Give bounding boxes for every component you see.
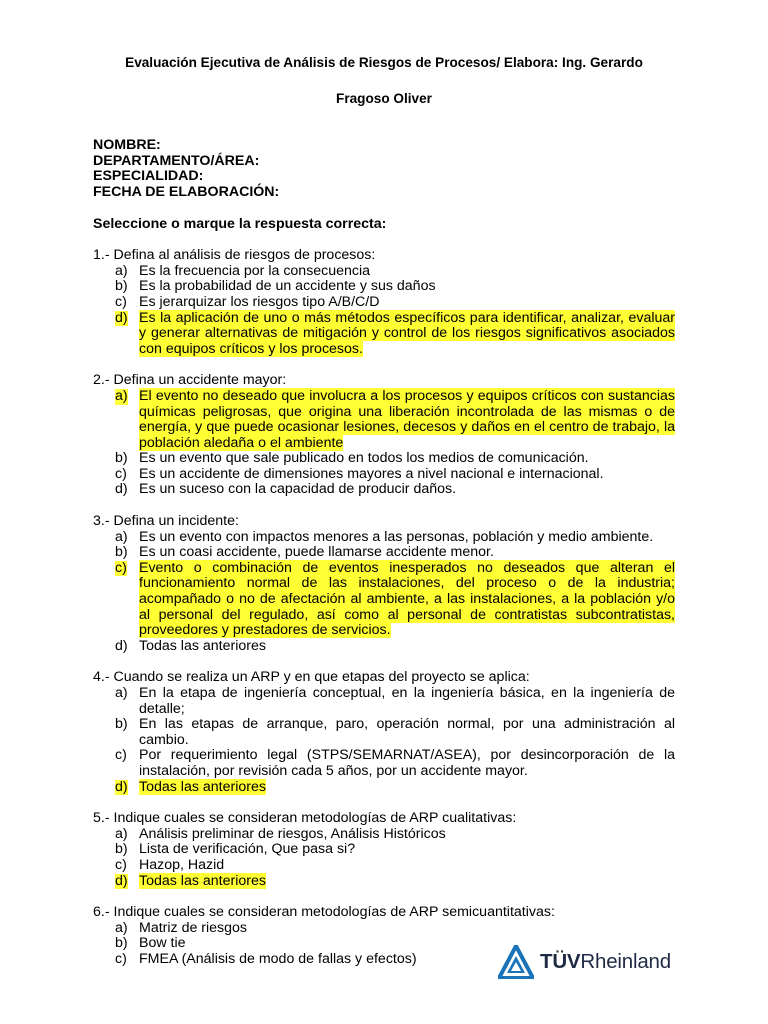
question-5 (93, 811, 675, 889)
option-answer[interactable] (93, 686, 675, 717)
option-text: En la etapa de ingeniería conceptual, en la ingeniería básica, en la ingeniería de detalle; (139, 685, 675, 717)
question-text: 1.- Defina al análisis de riesgos de procesos: (93, 247, 376, 264)
option-list (93, 389, 675, 498)
option-answer[interactable] (93, 639, 675, 655)
option-answer[interactable] (93, 467, 675, 483)
option-correct-answer[interactable] (93, 389, 675, 451)
option-text: Es la aplicación de uno o más métodos específicos para identificar, analizar, evaluar y generar alternativas de mitigación y control de los riesgos significativos asociados con equipos críticos y los procesos. (139, 309, 675, 357)
option-letter: a) (115, 825, 128, 842)
tuv-rheinland-logo (498, 944, 678, 980)
option-letter: b) (115, 716, 128, 733)
option-answer[interactable] (93, 748, 675, 779)
option-answer[interactable] (93, 717, 675, 748)
question-text: 4.- Cuando se realiza un ARP y en que etapas del proyecto se aplica: (93, 669, 530, 686)
option-text: Es un suceso con la capacidad de producir daños. (139, 481, 457, 498)
question-text: 2.- Defina un accidente mayor: (93, 372, 287, 389)
option-answer[interactable] (93, 264, 675, 280)
option-text: Bow tie (139, 935, 186, 952)
option-letter: d) (115, 309, 128, 326)
option-answer[interactable] (93, 530, 675, 546)
option-letter: a) (115, 262, 128, 279)
option-text: Es la probabilidad de un accidente y sus daños (139, 278, 436, 295)
option-text: Todas las anteriores (139, 872, 266, 889)
option-text: El evento no deseado que involucra a los procesos y equipos críticos con sustancias químicas peligrosas, que origina una liberación incontrolada de las mismas o de energía, y que puede ocasionar lesiones, decesos y daños en el centro de trabajo, la población aledaña o el ambiente (139, 387, 675, 451)
option-text: Análisis preliminar de riesgos, Análisis Históricos (139, 825, 446, 842)
field-especialidad: ESPECIALIDAD: (93, 168, 204, 185)
option-letter: d) (115, 481, 128, 498)
option-answer[interactable] (93, 858, 675, 874)
option-text: Es la frecuencia por la consecuencia (139, 262, 371, 279)
option-list (93, 530, 675, 655)
title-line-1: Evaluación Ejecutiva de Análisis de Riesgos de Procesos/ Elabora: Ing. Gerardo (125, 55, 643, 70)
option-letter: b) (115, 544, 128, 561)
field-nombre: NOMBRE: (93, 137, 161, 154)
logo-text: TÜVRheinland (540, 950, 671, 973)
field-fecha: FECHA DE ELABORACIÓN: (93, 183, 280, 200)
option-letter: c) (115, 856, 127, 873)
option-text: Hazop, Hazid (139, 856, 225, 873)
option-answer[interactable] (93, 482, 675, 498)
option-letter: a) (115, 387, 128, 404)
option-letter: c) (115, 293, 127, 310)
option-answer[interactable] (93, 827, 675, 843)
option-text: Todas las anteriores (139, 778, 266, 795)
option-letter: b) (115, 278, 128, 295)
option-text: Por requerimiento legal (STPS/SEMARNAT/ASEA), por desincorporación de la instalación, por revisión cada 5 años, por un accidente mayor. (139, 747, 675, 779)
option-list (93, 264, 675, 358)
question-4 (93, 670, 675, 795)
form-fields (93, 138, 675, 200)
option-text: Es un coasi accidente, puede llamarse accidente menor. (139, 544, 494, 561)
question-text: 6.- Indique cuales se consideran metodologías de ARP semicuantitativas: (93, 904, 555, 921)
option-answer[interactable] (93, 279, 675, 295)
field-departamento: DEPARTAMENTO/ÁREA: (93, 152, 260, 169)
option-letter: b) (115, 450, 128, 467)
instruction-text: Seleccione o marque la respuesta correcta: (93, 215, 387, 232)
option-letter: c) (115, 559, 127, 576)
tuv-triangle-icon (498, 945, 534, 979)
option-text: Es un evento que sale publicado en todos los medios de comunicación. (139, 450, 589, 467)
document-title (73, 55, 695, 106)
option-answer[interactable] (93, 295, 675, 311)
option-letter: b) (115, 935, 128, 952)
option-letter: c) (115, 747, 127, 764)
option-list (93, 686, 675, 795)
option-letter: a) (115, 685, 128, 701)
option-list (93, 827, 675, 889)
option-correct-answer[interactable] (93, 561, 675, 639)
option-correct-answer[interactable] (93, 780, 675, 796)
option-letter: b) (115, 841, 128, 858)
option-answer[interactable] (93, 921, 675, 937)
option-text: Evento o combinación de eventos inesperados no deseados que alteran el funcionamiento normal de las instalaciones, del proceso o de la industria; acompañado o no de afectación al ambiente, a las instalaciones, a la población y/o al personal del regulado, así como al personal de contratistas subcontratistas, proveedores y prestadores de servicios. (139, 559, 675, 639)
option-text: Matriz de riesgos (139, 919, 248, 936)
option-answer[interactable] (93, 451, 675, 467)
question-text: 3.- Defina un incidente: (93, 513, 239, 530)
option-text: Todas las anteriores (139, 637, 266, 654)
option-text: FMEA (Análisis de modo de fallas y efectos) (139, 950, 417, 967)
question-1 (93, 248, 675, 357)
option-correct-answer[interactable] (93, 311, 675, 358)
option-text: Lista de verificación, Que pasa si? (139, 841, 356, 858)
question-list (93, 248, 675, 967)
option-correct-answer[interactable] (93, 874, 675, 890)
option-letter: d) (115, 637, 128, 654)
option-answer[interactable] (93, 545, 675, 561)
option-text: Es jerarquizar los riesgos tipo A/B/C/D (139, 293, 380, 310)
document-page (93, 55, 675, 968)
option-letter: d) (115, 872, 128, 889)
option-text: Es un evento con impactos menores a las personas, población y medio ambiente. (139, 528, 654, 545)
title-line-2: Fragoso Oliver (336, 90, 432, 106)
option-answer[interactable] (93, 842, 675, 858)
option-text: En las etapas de arranque, paro, operación normal, por una administración al cambio. (139, 716, 675, 748)
option-letter: d) (115, 778, 128, 795)
option-letter: c) (115, 950, 127, 967)
question-3 (93, 514, 675, 654)
option-text: Es un accidente de dimensiones mayores a nivel nacional e internacional. (139, 465, 604, 482)
option-letter: a) (115, 919, 128, 936)
question-text: 5.- Indique cuales se consideran metodologías de ARP cualitativas: (93, 810, 517, 827)
option-letter: a) (115, 528, 128, 545)
question-2 (93, 373, 675, 498)
option-letter: c) (115, 465, 127, 482)
